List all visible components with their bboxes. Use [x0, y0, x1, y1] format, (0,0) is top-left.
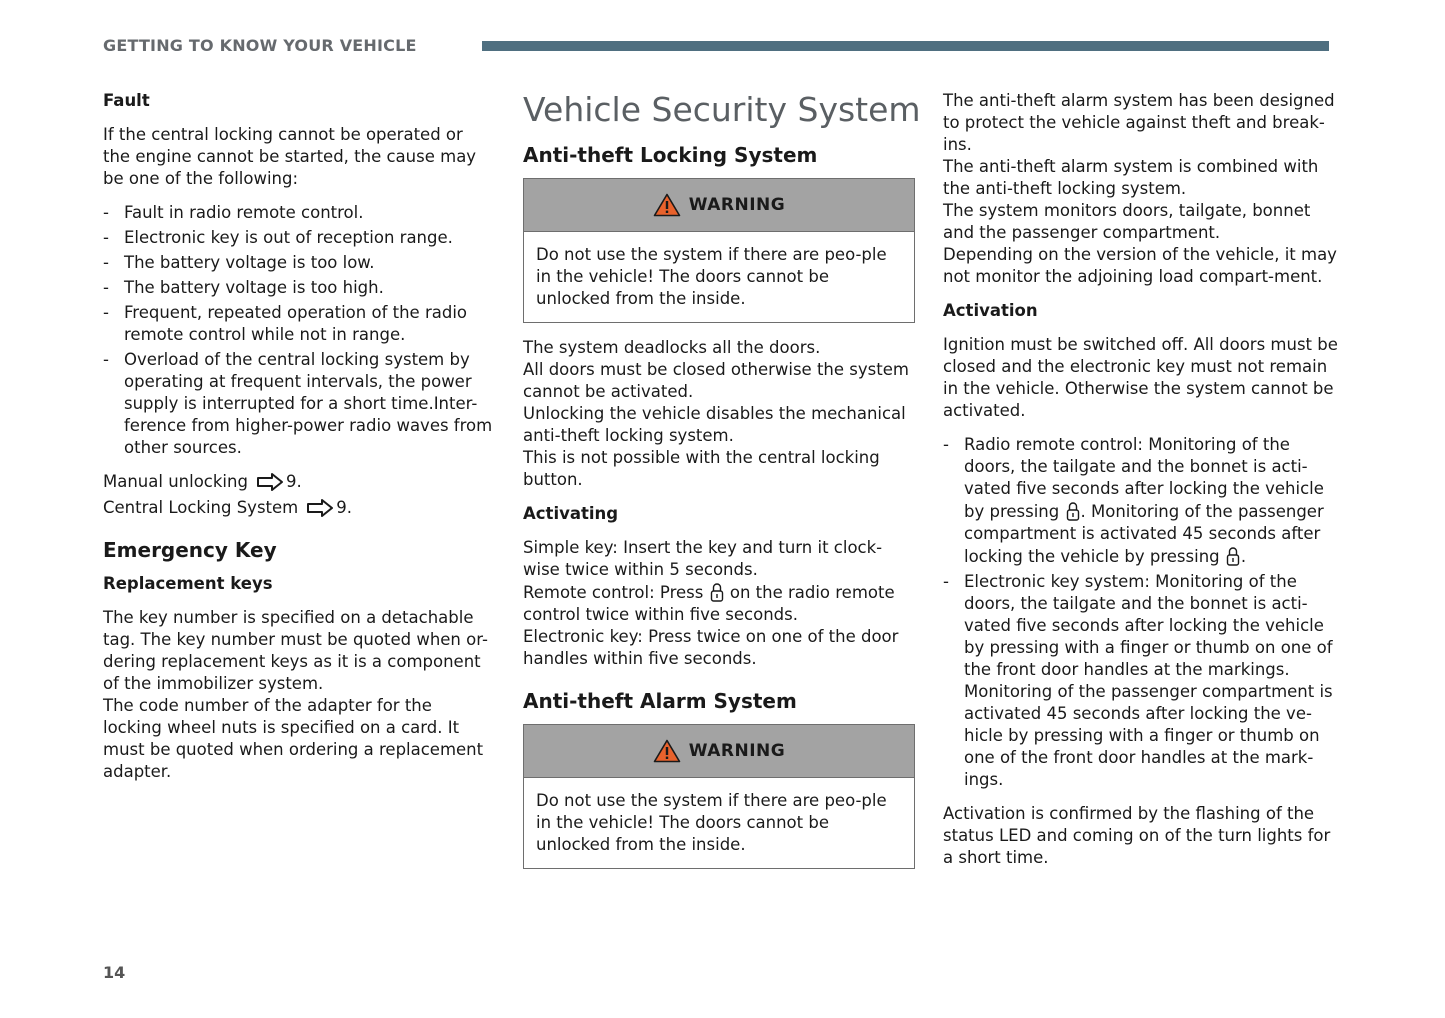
- warning-text: Do not use the system if there are peo-ple in the vehicle! The doors cannot be unlocked from the inside.: [536, 245, 887, 308]
- column-left: [103, 90, 495, 783]
- replacement-keys-heading: Replacement keys: [103, 574, 273, 593]
- warning-header: [524, 725, 914, 778]
- list-item: - Fault in radio remote control.: [103, 202, 495, 224]
- warning-box: [523, 178, 915, 323]
- list-item: - Electronic key system: Monitoring of the doors, the tailgate and the bonnet is acti-vated five seconds after locking the vehicle by pressing with a finger or thumb on one of the front door handles at the markings. Monitoring of the passenger compartment is activated 45 seconds after locking the ve-hicle by pressing with a finger or thumb on one of the front door handles at the mark-ings.: [943, 571, 1338, 791]
- remote-text-start: Remote control: Press: [523, 583, 704, 602]
- warning-triangle-icon: [653, 739, 681, 763]
- alarm-intro-3: The system monitors doors, tailgate, bonnet and the passenger compartment.: [943, 201, 1311, 242]
- locking-text-2: All doors must be closed otherwise the system cannot be activated.: [523, 360, 909, 401]
- lock-icon: [1226, 545, 1240, 567]
- remote-control-text: [523, 581, 915, 626]
- locking-text-3: Unlocking the vehicle disables the mechanical anti-theft locking system.: [523, 404, 906, 445]
- reference-page: 9.: [336, 498, 352, 517]
- warning-box: [523, 724, 915, 869]
- warning-label: WARNING: [688, 195, 786, 215]
- replacement-text: The key number is specified on a detachable tag. The key number must be quoted when or-dering replacement keys as it is a component of the immobilizer system.: [103, 608, 488, 693]
- lock-icon: [710, 581, 724, 603]
- alarm-intro-4: Depending on the version of the vehicle, it may not monitor the adjoining load compart-ment.: [943, 245, 1337, 286]
- activating-heading: Activating: [523, 504, 619, 523]
- adapter-text: The code number of the adapter for the locking wheel nuts is specified on a card. It must be quoted when ordering a replacement adapter.: [103, 696, 484, 781]
- alarm-system-heading: Anti-theft Alarm System: [523, 689, 797, 713]
- central-locking-reference[interactable]: [103, 497, 495, 519]
- page-number: 14: [103, 963, 126, 982]
- radio-text-c: .: [1240, 547, 1247, 566]
- header-bar: [482, 41, 1329, 51]
- arrow-right-icon: [256, 472, 284, 492]
- warning-text: Do not use the system if there are peo-ple in the vehicle! The doors cannot be unlocked from the inside.: [536, 791, 887, 854]
- fault-list: [103, 202, 495, 459]
- lock-icon: [1066, 500, 1080, 522]
- activation-text: Ignition must be switched off. All doors must be closed and the electronic key must not remain in the vehicle. Otherwise the system cannot be activated.: [943, 335, 1338, 420]
- list-item: - The battery voltage is too high.: [103, 277, 495, 299]
- activation-list: [943, 434, 1338, 791]
- alarm-intro-2: The anti-theft alarm system is combined with the anti-theft locking system.: [943, 157, 1319, 198]
- remote-text-end: on the radio remote control twice within five seconds.: [523, 583, 895, 624]
- activation-heading: Activation: [943, 301, 1038, 320]
- simple-key-text: Simple key: Insert the key and turn it clock-wise twice within 5 seconds.: [523, 538, 883, 579]
- column-middle: [523, 90, 921, 883]
- fault-intro: If the central locking cannot be operated or the engine cannot be started, the cause may be one of the following:: [103, 125, 477, 188]
- fault-heading: Fault: [103, 91, 150, 110]
- activation-confirm-text: Activation is confirmed by the flashing of the status LED and coming on of the turn lights for a short time.: [943, 804, 1331, 867]
- list-item: - Overload of the central locking system by operating at frequent intervals, the power supply is interrupted for a short time.Inter-ference from higher-power radio waves from other sources.: [103, 349, 495, 459]
- list-item: [943, 434, 1338, 568]
- list-item: - Frequent, repeated operation of the radio remote control while not in range.: [103, 302, 495, 346]
- section-header: GETTING TO KNOW YOUR VEHICLE: [103, 36, 417, 55]
- reference-label: Manual unlocking: [103, 472, 248, 491]
- list-item: - Electronic key is out of reception range.: [103, 227, 495, 249]
- warning-triangle-icon: [653, 193, 681, 217]
- emergency-key-heading: Emergency Key: [103, 538, 277, 562]
- warning-header: [524, 179, 914, 232]
- page-title: Vehicle Security System: [523, 90, 921, 129]
- arrow-right-icon: [306, 498, 334, 518]
- locking-system-heading: Anti-theft Locking System: [523, 143, 818, 167]
- column-right: [943, 90, 1338, 869]
- alarm-intro-1: The anti-theft alarm system has been designed to protect the vehicle against theft and break-ins.: [943, 91, 1335, 154]
- locking-text-1: The system deadlocks all the doors.: [523, 338, 821, 357]
- locking-text-4: This is not possible with the central locking button.: [523, 448, 880, 489]
- reference-page: 9.: [285, 472, 302, 491]
- warning-label: WARNING: [688, 741, 786, 761]
- radio-text-b: . Monitoring of the passenger compartment is activated 45 seconds after locking the vehicle by pressing: [964, 502, 1324, 566]
- radio-text-a: Radio remote control: Monitoring of the doors, the tailgate and the bonnet is acti-vated five seconds after locking the vehicle by pressing: [964, 435, 1324, 521]
- reference-label: Central Locking System: [103, 498, 299, 517]
- electronic-key-text: Electronic key: Press twice on one of the door handles within five seconds.: [523, 627, 899, 668]
- manual-unlocking-reference[interactable]: [103, 471, 495, 493]
- list-item: - The battery voltage is too low.: [103, 252, 495, 274]
